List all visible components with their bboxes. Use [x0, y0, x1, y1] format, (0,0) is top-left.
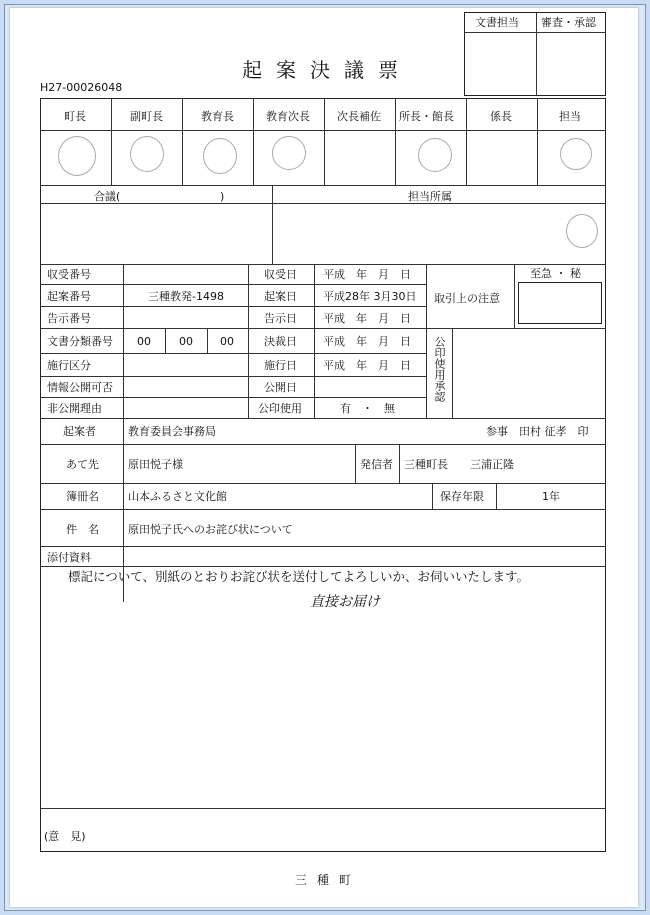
- seal-stamp-edu-chief: [203, 138, 237, 174]
- seal-stamp-dept: [566, 214, 598, 248]
- shiko-date-value: 平成 年 月 日: [323, 359, 411, 372]
- bunrui-1: 00: [137, 335, 151, 348]
- drafter-value: 教育委員会事務局: [128, 425, 216, 438]
- ledger-value: 山本ふるさと文化館: [128, 490, 227, 503]
- seal-approval-label: 公印使用承認: [433, 336, 446, 402]
- approval-doc-label: 文書担当: [475, 16, 519, 29]
- sig-role-director: 所長・館長: [399, 110, 454, 123]
- drafter-label: 起案者: [63, 425, 96, 438]
- label-joho-kokai: 情報公開可否: [47, 381, 113, 394]
- body-text: 標記について、別紙のとおりお詫び状を送付してよろしいか、お伺いいたします。: [68, 569, 530, 584]
- retention-value: 1年: [542, 490, 560, 503]
- kian-date-value: 平成28年 3月30日: [323, 290, 417, 303]
- document-page: [10, 8, 638, 907]
- sender-value: 三種町長 三浦正隆: [404, 458, 514, 471]
- kokuji-date-value: 平成 年 月 日: [323, 312, 411, 325]
- seal-stamp-staff: [560, 138, 592, 170]
- page-title: 起案決議票: [242, 58, 412, 82]
- sig-role-edu-chief: 教育長: [201, 110, 234, 123]
- sig-role-mayor: 町長: [64, 110, 86, 123]
- urgent-secret: 至急 ・ 秘: [530, 267, 581, 280]
- koin-use-value: 有 ・ 無: [340, 402, 395, 415]
- gougi-label: 合議(: [94, 190, 121, 203]
- gougi-close: ): [220, 190, 225, 203]
- seal-stamp-edu-deputy: [272, 136, 306, 170]
- sig-role-vice-mayor: 副町長: [130, 110, 163, 123]
- label-kessai-date: 決裁日: [264, 335, 297, 348]
- label-juju-date: 収受日: [264, 268, 297, 281]
- attach-label: 添付資料: [47, 551, 91, 564]
- label-shiko-kubun: 施行区分: [47, 359, 91, 372]
- dept-label: 担当所属: [408, 190, 452, 203]
- juju-date-value: 平成 年 月 日: [323, 268, 411, 281]
- drafter-person: 参事 田村 征孝 印: [486, 425, 589, 438]
- label-koin-use: 公印使用: [258, 402, 302, 415]
- bunrui-3: 00: [220, 335, 234, 348]
- label-juju-number: 収受番号: [47, 268, 91, 281]
- label-shiko-date: 施行日: [264, 359, 297, 372]
- label-hikokai-reason: 非公開理由: [47, 402, 102, 415]
- label-kian-date: 起案日: [264, 290, 297, 303]
- subject-value: 原田悦子氏へのお詫び状について: [128, 523, 293, 536]
- seal-stamp-director: [418, 138, 452, 172]
- kessai-date-value: 平成 年 月 日: [323, 335, 411, 348]
- sig-role-edu-deputy: 教育次長: [266, 110, 310, 123]
- seal-stamp-mayor: [58, 136, 96, 176]
- retention-label: 保存年限: [440, 490, 484, 503]
- ledger-label: 簿冊名: [66, 490, 99, 503]
- bunrui-2: 00: [179, 335, 193, 348]
- to-label: あて先: [66, 458, 99, 471]
- footer-town: 三種町: [295, 873, 362, 887]
- kian-number-value: 三種教発-1498: [148, 290, 224, 303]
- caution-label: 取引上の注意: [434, 292, 500, 305]
- sig-role-section-chief: 係長: [490, 110, 512, 123]
- to-value: 原田悦子様: [128, 458, 183, 471]
- form-table: [40, 98, 606, 852]
- seal-stamp-vice-mayor: [130, 136, 164, 172]
- urgent-box: [518, 282, 602, 324]
- label-bunrui-number: 文書分類番号: [47, 335, 113, 348]
- label-kokuji-number: 告示番号: [47, 312, 91, 325]
- label-kokai-date: 公開日: [264, 381, 297, 394]
- label-kokuji-date: 告示日: [264, 312, 297, 325]
- handwritten-note: 直接お届け: [310, 594, 380, 610]
- subject-label: 件 名: [66, 523, 99, 536]
- opinion-label: (意 見): [44, 830, 86, 843]
- sig-role-assistant: 次長補佐: [337, 110, 381, 123]
- sender-label: 発信者: [360, 458, 393, 471]
- doc-number: H27-00026048: [40, 81, 123, 94]
- label-kian-number: 起案番号: [47, 290, 91, 303]
- approval-review-label: 審査・承認: [541, 16, 596, 29]
- sig-role-staff: 担当: [559, 110, 581, 123]
